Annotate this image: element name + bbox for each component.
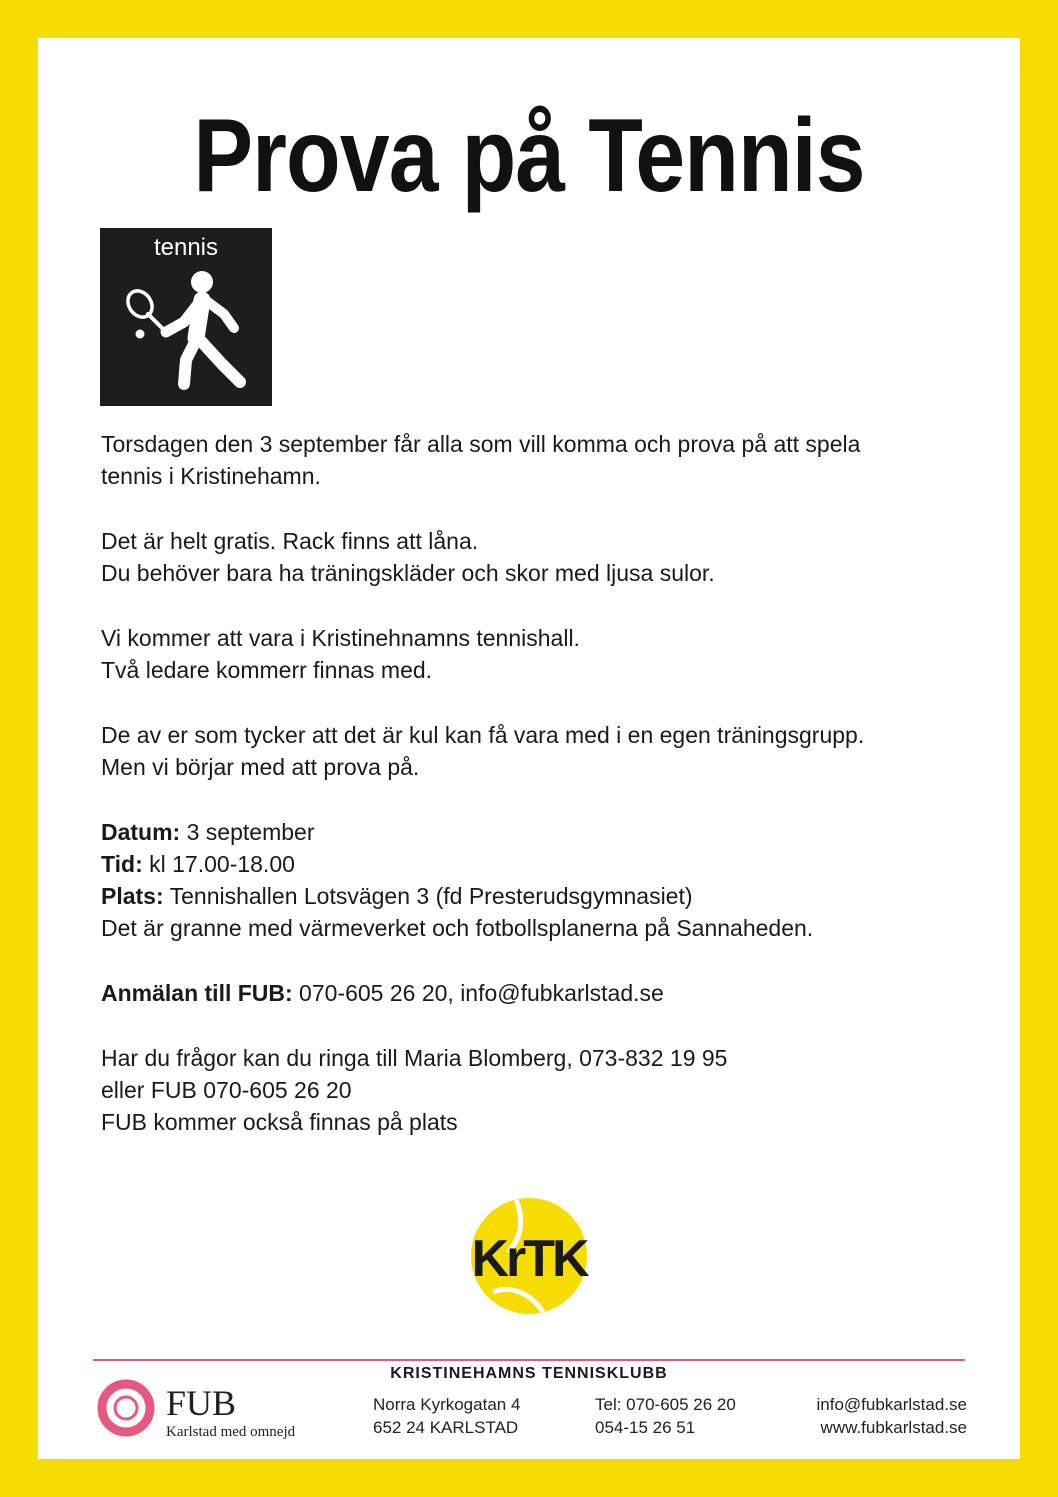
location-line-2: Två ledare kommerr finnas med. [101,657,433,683]
footer-divider [93,1359,965,1361]
poster-body [101,428,981,1138]
intro-line-2: tennis i Kristinehamn. [101,463,321,489]
paragraph-cost [101,525,981,589]
email-link[interactable]: info@fubkarlstad.se [816,1395,967,1414]
group-line-1: De av er som tycker att det är kul kan få vara med i en egen träningsgrupp. [101,722,865,748]
fub-org-sub: Karlstad med omnejd [166,1424,296,1440]
fub-org-name: FUB [166,1383,237,1423]
tennis-player-icon [100,228,272,406]
phone-line-1: Tel: 070-605 26 20 [595,1395,736,1414]
poster-title: Prova på Tennis [193,98,865,214]
date-label: Datum: [101,819,181,845]
place-note: Det är granne med värmeverket och fotbollsplanerna på Sannaheden. [101,915,814,941]
questions-line-1: Har du frågor kan du ringa till Maria Blomberg, 073-832 19 95 [101,1045,728,1071]
questions [101,1042,981,1138]
cost-line-1: Det är helt gratis. Rack finns att låna. [101,528,479,554]
registration [101,977,981,1009]
cost-line-2: Du behöver bara ha träningskläder och skor med ljusa sulor. [101,560,715,586]
address-line-1: Norra Kyrkogatan 4 [373,1395,521,1414]
registration-label: Anmälan till FUB: [101,980,293,1006]
intro-line-1: Torsdagen den 3 september får alla som vill komma och prova på att spela [101,431,861,457]
club-name: KRISTINEHAMNS TENNISKLUBB [390,1365,668,1382]
poster-sheet [38,38,1020,1459]
event-details [101,816,981,944]
address-line-2: 652 24 KARLSTAD [373,1418,519,1437]
paragraph-location [101,622,981,686]
paragraph-group [101,719,981,783]
footer-address [373,1393,520,1439]
group-line-2: Men vi börjar med att prova på. [101,754,420,780]
place-label: Plats: [101,883,164,909]
footer-web [802,1393,967,1439]
questions-line-3: FUB kommer också finnas på plats [101,1109,458,1135]
registration-value: 070-605 26 20, info@fubkarlstad.se [292,980,664,1006]
questions-line-2: eller FUB 070-605 26 20 [101,1077,352,1103]
fub-ring-icon [96,1378,158,1440]
paragraph-intro [101,428,981,492]
time-value: kl 17.00-18.00 [142,851,295,877]
location-line-1: Vi kommer att vara i Kristinehnamns tennishall. [101,625,580,651]
place-value: Tennishallen Lotsvägen 3 (fd Presterudsgymnasiet) [163,883,693,909]
pictogram-label: tennis [153,234,219,261]
krtk-logo [38,1188,1020,1338]
time-label: Tid: [101,851,143,877]
date-value: 3 september [180,819,315,845]
phone-line-2: 054-15 26 51 [595,1418,696,1437]
tennis-pictogram [100,228,272,406]
website-link[interactable]: www.fubkarlstad.se [820,1418,967,1437]
krtk-logo-text: KrTK [471,1230,587,1288]
footer-phones [595,1393,736,1439]
